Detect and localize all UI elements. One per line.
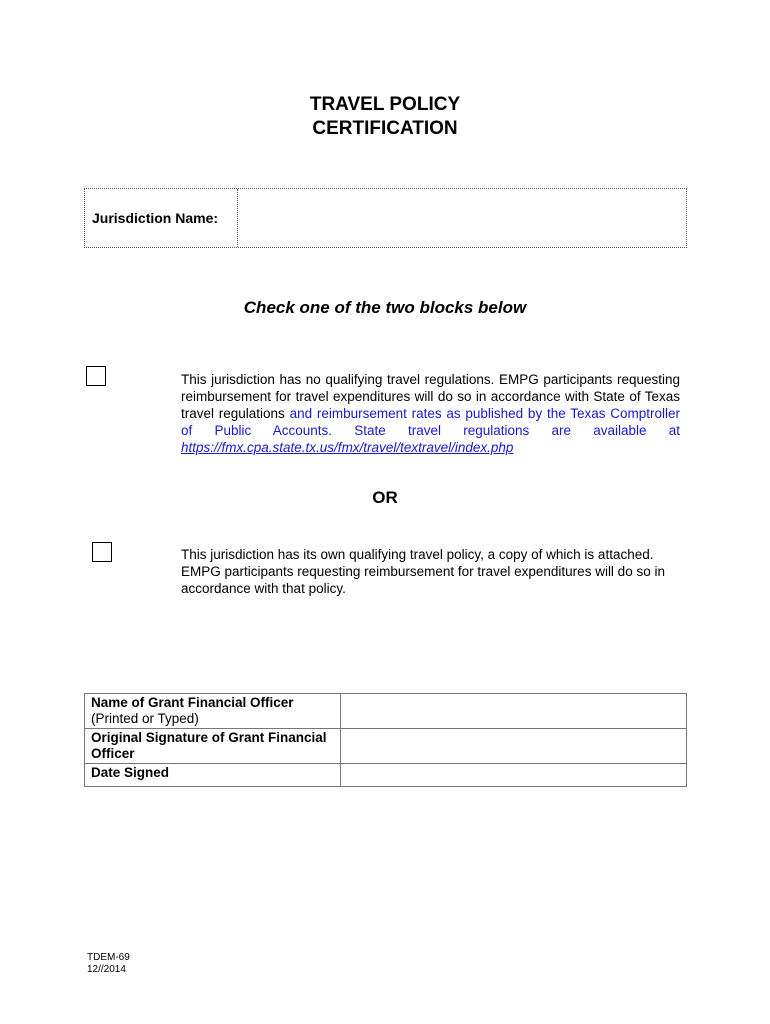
date-signed-label: Date Signed (85, 764, 341, 787)
signature-label: Original Signature of Grant Financial Officer (85, 729, 341, 764)
signature-field[interactable] (341, 729, 687, 764)
form-date: 12//2014 (87, 964, 126, 975)
form-id: TDEM-69 (87, 952, 130, 963)
own-policy-checkbox[interactable] (92, 542, 112, 562)
or-separator: OR (372, 488, 398, 507)
jurisdiction-label: Jurisdiction Name: (85, 189, 238, 247)
check-instruction: Check one of the two blocks below (243, 298, 527, 317)
option1-text: This jurisdiction has no qualifying travel regulations. EMPG participants requesting reimbursement for travel expenditures will do so in accordance with State of Texas travel regulations (181, 372, 680, 421)
document-title (0, 93, 770, 141)
officer-name-label: Name of Grant Financial Officer (91, 695, 294, 710)
no-regulations-checkbox[interactable] (86, 366, 106, 386)
travel-regulations-link[interactable]: https://fmx.cpa.state.tx.us/fmx/travel/textravel/index.php (181, 440, 514, 455)
table-row (85, 764, 687, 787)
officer-name-sublabel: (Printed or Typed) (91, 711, 199, 726)
officer-name-field[interactable] (341, 694, 687, 729)
jurisdiction-name-field[interactable] (238, 189, 686, 247)
option-own-policy-text: This jurisdiction has its own qualifying travel policy, a copy of which is attached. EMPG participants requesting reimbursement for travel expenditures will do so in accordance with that policy. (181, 547, 665, 596)
table-row (85, 694, 687, 729)
title-line-1: TRAVEL POLICY (309, 94, 461, 115)
date-signed-field[interactable] (341, 764, 687, 787)
jurisdiction-table (84, 188, 687, 248)
option-no-regulations-text (181, 371, 680, 456)
table-row (85, 729, 687, 764)
title-line-2: CERTIFICATION (312, 118, 458, 139)
officer-name-label-cell (85, 694, 341, 729)
option1-blue-text: and reimbursement rates as published by the Texas Comptroller of Public Accounts. State travel regulations are available at (181, 406, 680, 438)
officer-table (84, 693, 687, 787)
form-footer (87, 952, 130, 976)
